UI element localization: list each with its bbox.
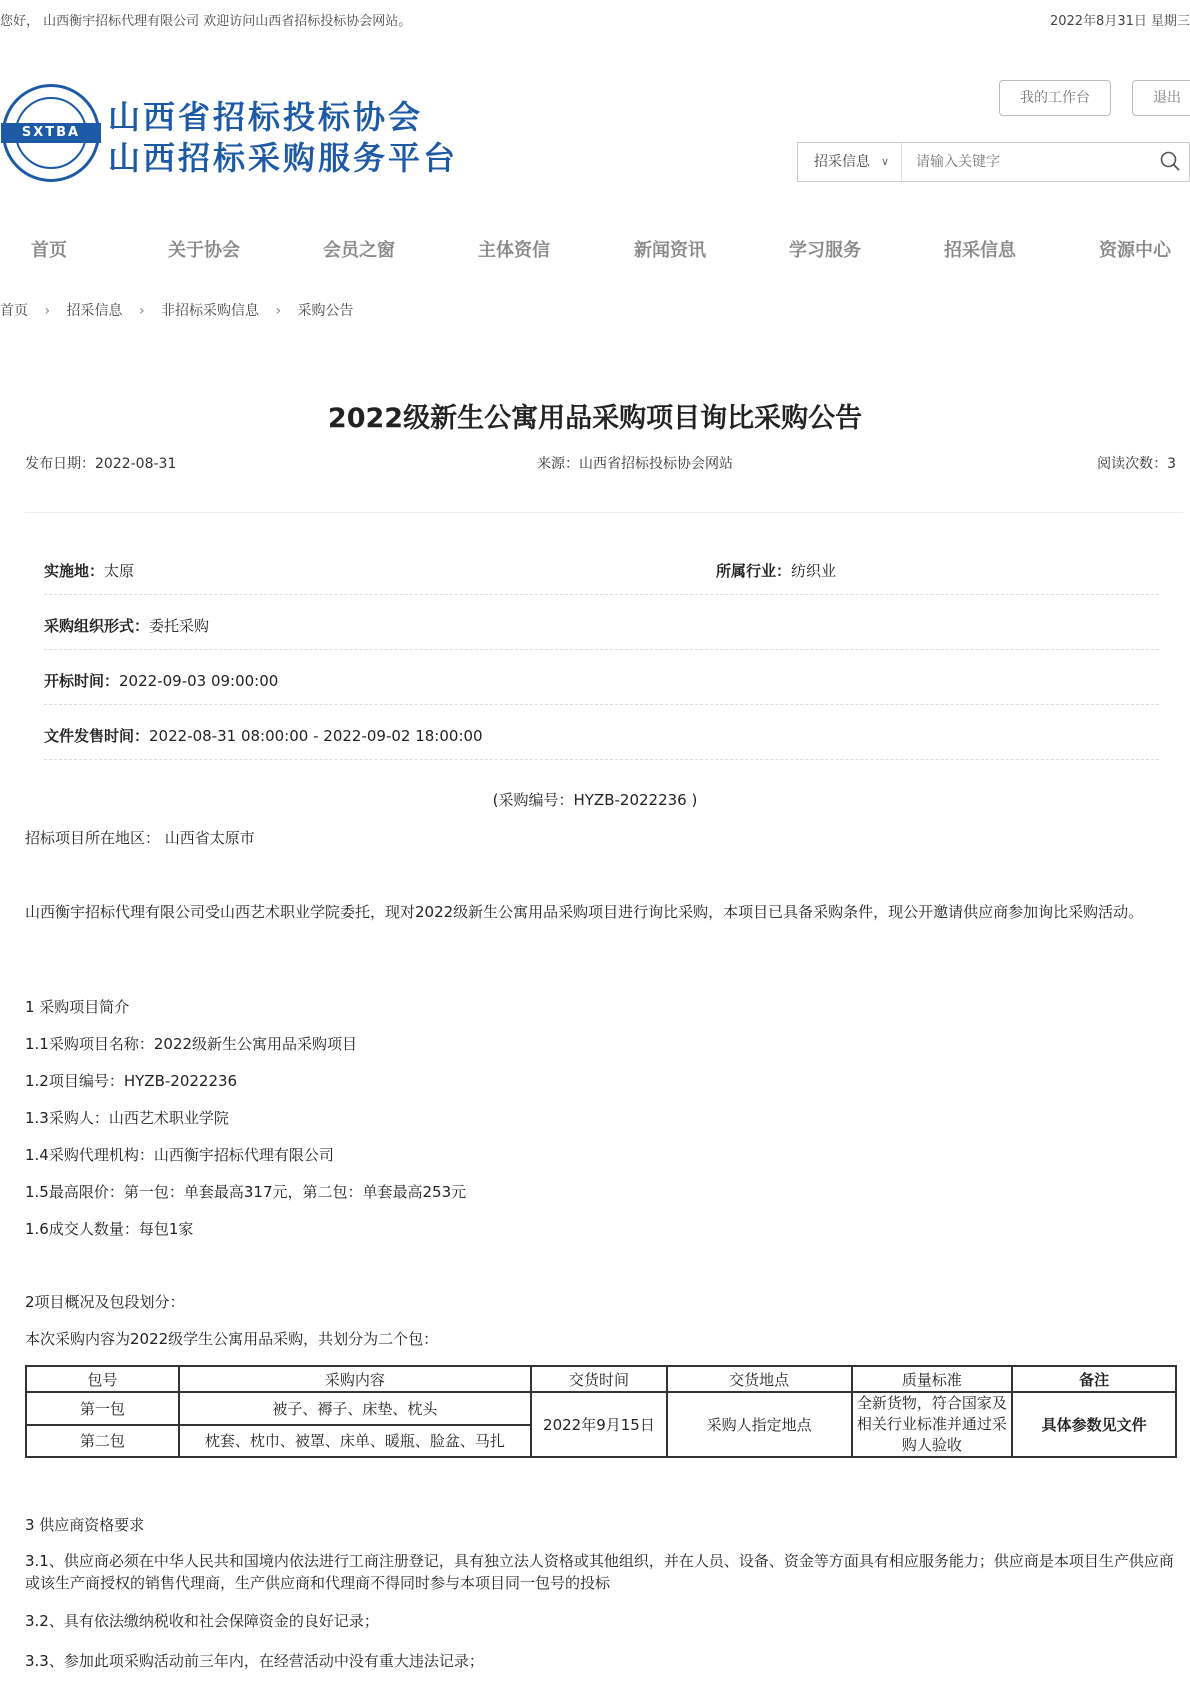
chevron-down-icon: ∨: [880, 155, 889, 168]
info-industry-label: 所属行业：: [716, 562, 792, 580]
article-source: 来源：山西省招标投标协会网站: [537, 456, 733, 472]
breadcrumb-home[interactable]: 首页: [0, 303, 28, 319]
table-header: 质量标准: [852, 1366, 1013, 1392]
info-doc-time-label: 文件发售时间：: [44, 727, 150, 745]
section-2-title: 2项目概况及包段划分：: [25, 1293, 185, 1311]
nav-news[interactable]: 新闻资讯: [634, 240, 706, 261]
remark: 具体参数见文件: [1012, 1392, 1176, 1457]
divider: [44, 704, 1159, 705]
table-header: 备注: [1012, 1366, 1176, 1392]
site-name-secondary: 山西招标采购服务平台: [108, 139, 459, 177]
search-input[interactable]: [902, 143, 1142, 181]
nav-about[interactable]: 关于协会: [168, 240, 240, 261]
project-region: 招标项目所在地区： 山西省太原市: [25, 829, 255, 847]
chevron-right-icon: ›: [44, 303, 51, 319]
nav-home[interactable]: 首页: [31, 240, 67, 261]
info-doc-time: [44, 725, 483, 746]
main-nav: [0, 236, 1190, 270]
divider: [44, 759, 1159, 760]
info-location-value: 太原: [104, 562, 135, 580]
section-1-item: 1.3采购人：山西艺术职业学院: [25, 1109, 229, 1127]
package-content: 枕套、枕巾、被罩、床单、暖瓶、脸盆、马扎: [179, 1425, 531, 1458]
quality-standard: 全新货物，符合国家及相关行业标准并通过采购人验收: [852, 1392, 1013, 1457]
section-1-item: 1.6成交人数量：每包1家: [25, 1220, 194, 1238]
table-header: 采购内容: [179, 1366, 531, 1392]
info-open-time-value: 2022-09-03 09:00:00: [119, 672, 279, 690]
info-org-form-value: 委托采购: [149, 617, 210, 635]
section-1-item: 1.1采购项目名称：2022级新生公寓用品采购项目: [25, 1035, 358, 1053]
view-count: 阅读次数：3: [1097, 456, 1176, 472]
table-header: 包号: [26, 1366, 179, 1392]
info-org-form: [44, 615, 209, 636]
package-number: 第一包: [26, 1392, 179, 1425]
my-workbench-button[interactable]: 我的工作台: [999, 80, 1111, 116]
section-3-item: 3.3、参加此项采购活动前三年内，在经营活动中没有重大违法记录；: [25, 1652, 484, 1670]
section-1-title: 1 采购项目简介: [25, 998, 130, 1016]
info-org-form-label: 采购组织形式：: [44, 617, 150, 635]
search-category-label: 招采信息: [814, 154, 870, 170]
nav-learning[interactable]: 学习服务: [789, 240, 861, 261]
nav-credit[interactable]: 主体资信: [478, 240, 550, 261]
chevron-right-icon: ›: [138, 303, 145, 319]
breadcrumb: [0, 300, 354, 320]
divider: [44, 594, 1159, 595]
search-icon[interactable]: [1160, 151, 1180, 171]
section-3-item: 3.1、供应商必须在中华人民共和国境内依法进行工商注册登记，具有独立法人资格或其他组织，并在人员、设备、资金等方面具有相应服务能力；供应商是本项目生产供应商或该生产商授权的销售代理商，生产供应商和代理商不得同时参与本项目同一包号的投标: [25, 1552, 1174, 1592]
divider: [44, 649, 1159, 650]
info-industry-value: 纺织业: [791, 562, 837, 580]
info-industry: [716, 560, 836, 581]
package-number: 第二包: [26, 1425, 179, 1458]
package-content: 被子、褥子、床垫、枕头: [179, 1392, 531, 1425]
site-logo[interactable]: [2, 84, 100, 182]
info-location: [44, 560, 134, 581]
table-header: 交货地点: [667, 1366, 852, 1392]
section-1-item: 1.4采购代理机构：山西衡宇招标代理有限公司: [25, 1146, 334, 1164]
logo-abbr: SXTBA: [1, 123, 101, 143]
logout-button[interactable]: 退出: [1132, 80, 1190, 116]
section-3-item: 3.2、具有依法缴纳税收和社会保障资金的良好记录；: [25, 1612, 379, 1630]
table-header-row: [26, 1366, 1176, 1392]
nav-resources[interactable]: 资源中心: [1099, 240, 1171, 261]
breadcrumb-non-tender[interactable]: 非招标采购信息: [161, 303, 260, 319]
welcome-text: 您好， 山西衡宇招标代理有限公司 欢迎访问山西省招标投标协会网站。: [0, 14, 412, 29]
info-open-time: [44, 670, 278, 691]
divider: [25, 512, 1183, 513]
current-date: 2022年8月31日 星期三: [1049, 14, 1190, 29]
search-category-select[interactable]: [798, 143, 902, 181]
breadcrumb-procurement[interactable]: 招采信息: [66, 303, 123, 319]
top-bar: [0, 10, 1190, 32]
section-2-desc: 本次采购内容为2022级学生公寓用品采购，共划分为二个包：: [25, 1330, 439, 1348]
info-open-time-label: 开标时间：: [44, 672, 120, 690]
publish-date: 发布日期：2022-08-31: [25, 456, 177, 472]
nav-procurement[interactable]: 招采信息: [944, 240, 1016, 261]
search-bar: [797, 142, 1190, 182]
article-title: 2022级新生公寓用品采购项目询比采购公告: [327, 403, 863, 434]
table-row: [26, 1392, 1176, 1425]
section-3-title: 3 供应商资格要求: [25, 1516, 145, 1534]
section-1-item: 1.2项目编号：HYZB-2022236: [25, 1072, 238, 1090]
section-1-item: 1.5最高限价：第一包：单套最高317元，第二包：单套最高253元: [25, 1183, 467, 1201]
package-table: [25, 1365, 1177, 1458]
site-name-primary: 山西省招标投标协会: [108, 98, 424, 136]
delivery-time: 2022年9月15日: [531, 1392, 667, 1457]
breadcrumb-current[interactable]: 采购公告: [297, 303, 354, 319]
procurement-number: (采购编号：HYZB-2022236 ): [492, 791, 698, 809]
chevron-right-icon: ›: [275, 303, 282, 319]
info-doc-time-value: 2022-08-31 08:00:00 - 2022-09-02 18:00:00: [149, 727, 483, 745]
intro-paragraph: 山西衡宇招标代理有限公司受山西艺术职业学院委托，现对2022级新生公寓用品采购项目进行询比采购，本项目已具备采购条件，现公开邀请供应商参加询比采购活动。: [25, 903, 1144, 921]
table-header: 交货时间: [531, 1366, 667, 1392]
nav-members[interactable]: 会员之窗: [323, 240, 395, 261]
delivery-place: 采购人指定地点: [667, 1392, 852, 1457]
info-location-label: 实施地：: [44, 562, 105, 580]
